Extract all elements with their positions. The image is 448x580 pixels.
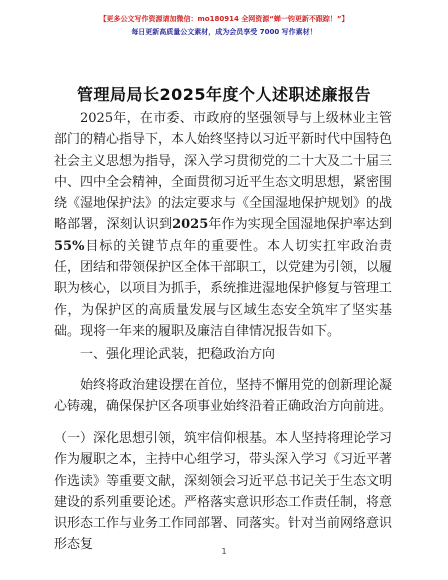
section-heading-1: 一、强化理论武装，把稳政治方向 xyxy=(80,347,276,362)
page-number: 1 xyxy=(221,547,227,556)
promo-banner-line-2: 每日更新高质量公文素材，成为会员享受 7000 写作素材！ xyxy=(131,28,317,36)
intro-paragraph-part-2: 年作为实现全国湿地保护率达到 xyxy=(208,217,392,233)
promo-banner-line-1: 【更多公文写作资源请加微信：mo180914 全网资源“蝉一钧更新不跟踪！”】 xyxy=(99,15,349,23)
intro-paragraph xyxy=(54,108,392,342)
intro-highlight-year: 2025 xyxy=(172,217,209,233)
intro-paragraph-part-1: 2025年，在市委、市政府的坚强领导与上级林业主管部门的精心指导下，本人始终坚持以习近平新时代中国特色社会主义思想为指导，深入学习贯彻党的二十大及二十届三中、四中全会精神，全面贯彻习近平生态文明思想，紧密围绕《湿地保护法》的法定要求与《全国湿地保护规划》的战略部署，深刻认识到 xyxy=(54,111,393,233)
document-title: 管理局局长2025年度个人述职述廉报告 xyxy=(76,85,372,104)
intro-paragraph-part-3: 目标的关键节点年的重要性。本人切实扛牢政治责任，团结和带领保护区全体干部职工，以党建为引领，以履职为核心，以项目为抓手，系统推进湿地保护修复与管理工作，为保护区的高质量发展与区域生态安全筑牢了坚实基础。现将一年来的履职及廉洁自律情况报告如下。 xyxy=(54,238,393,339)
section-1-paragraph: 始终将政治建设摆在首位，坚持不懈用党的创新理论凝心铸魂，确保保护区各项事业始终沿着正确政治方向前进。 xyxy=(54,378,393,415)
intro-highlight-percent: 55% xyxy=(54,238,85,254)
subsection-1-paragraph: （一）深化思想引领，筑牢信仰根基。本人坚持将理论学习作为履职之本，主持中心组学习，带头深入学习《习近平著作选读》等重要文献，深刻领会习近平总书记关于生态文明建设的系列重要论述。严格落实意识形态工作责任制，将意识形态工作与业务工作同部署、同落实。针对当前网络意识形态复 xyxy=(54,431,393,553)
